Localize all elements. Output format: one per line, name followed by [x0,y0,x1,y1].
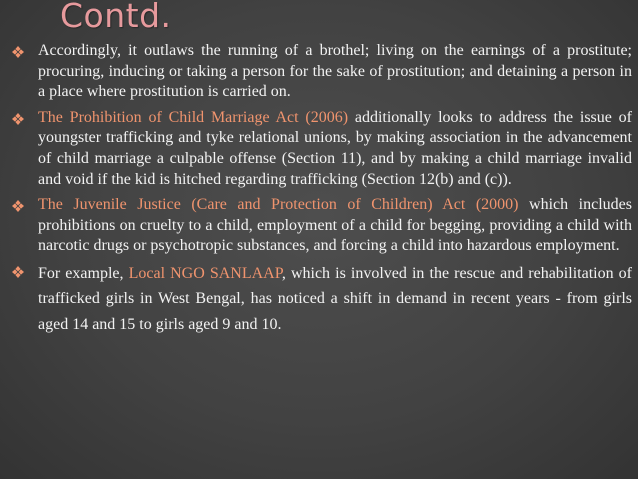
bullet-item-2 [12,108,632,190]
act-name-highlight: The Prohibition of Child Marriage Act (2006) [38,108,349,126]
bullet-text: , which is involved in the rescue and rehabilitation of trafficked girls in West Bengal, has noticed a shift in demand in recent years - from girls aged 14 and 15 to girls aged 9 and 10. [38,264,632,333]
bullet-item-1 [12,41,632,103]
bullet-list [12,41,632,342]
bullet-item-3 [12,195,632,257]
diamond-bullet-icon [12,200,24,212]
bullet-text: Accordingly, it outlaws the running of a brothel; living on the earnings of a prostitute; procuring, inducing or taking a person for the sake of prostitution; and detaining a person in a place where prostitution is carried on. [38,42,632,101]
diamond-bullet-icon [12,46,24,58]
ngo-name-highlight: Local NGO SANLAAP [128,264,282,282]
act-name-highlight: The Juvenile Justice (Care and Protection of Children) Act (2000) [38,196,519,214]
bullet-item-4 [12,261,632,338]
bullet-lead-text: For example, [38,264,129,282]
slide-title: Contd. [60,0,172,35]
diamond-bullet-icon [12,113,24,125]
diamond-bullet-icon [12,266,24,278]
bullet-text: which includes prohibitions on cruelty to a child, employment of a child for begging, providing a child with narcotic drugs or psychotropic substances, and forcing a child into hazardous employment. [38,196,632,255]
bullet-text: additionally looks to address the issue of youngster trafficking and tyke relational unions, by making association in the advancement of child marriage a culpable offense (Section 11), and by making a child marriage invalid and void if the kid is hitched regarding trafficking (Section 12(b) and (c)). [38,108,633,188]
